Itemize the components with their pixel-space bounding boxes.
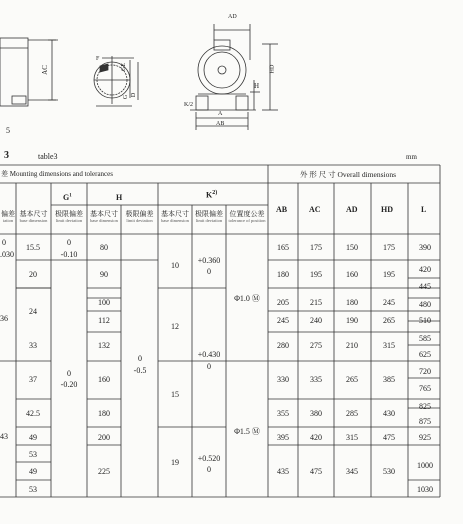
G-base-cell: 53 — [29, 485, 37, 494]
L-cell: 585 — [419, 334, 431, 343]
H-base-cell: 200 — [98, 433, 110, 442]
subheader-K-base: 基本尺寸 base dimension — [161, 210, 189, 223]
L-cell: 925 — [419, 433, 431, 442]
col-HD-header: HD — [381, 205, 393, 214]
overall-cell: 210 — [346, 341, 358, 350]
L-cell: 825 — [419, 402, 431, 411]
L-cell: 625 — [419, 350, 431, 359]
col-G-header: $G^1$ — [63, 193, 72, 202]
label-F: F — [96, 56, 100, 62]
overall-cell: 335 — [310, 375, 322, 384]
overall-cell: 430 — [383, 409, 395, 418]
overall-cell: 160 — [346, 270, 358, 279]
H-base-cell: 180 — [98, 409, 110, 418]
G-limit-cell: -0.10 — [60, 250, 78, 259]
caption-number: 3 — [4, 150, 9, 161]
left-val-r7: 43 — [0, 432, 8, 441]
left-val-r3: 36 — [0, 314, 8, 323]
overall-cell: 330 — [277, 375, 289, 384]
overall-cell: 530 — [383, 467, 395, 476]
overall-cell: 175 — [310, 243, 322, 252]
overall-cell: 435 — [277, 467, 289, 476]
H-base-cell: 100 — [98, 298, 110, 307]
K-limit-cell: +0.360 — [197, 256, 221, 265]
overall-cell: 420 — [310, 433, 322, 442]
col-AC-header: AC — [309, 205, 321, 214]
overall-cell: 355 — [277, 409, 289, 418]
H-limit-cell: 0 — [138, 354, 142, 363]
K-position-cell: Φ1.5 Ⓜ — [234, 427, 260, 436]
L-cell: 445 — [419, 282, 431, 291]
left-val-r1a: 0 — [2, 238, 6, 247]
H-base-cell: 225 — [98, 467, 110, 476]
L-cell: 390 — [419, 243, 431, 252]
G-base-cell: 20 — [29, 270, 37, 279]
label-AC: AC — [40, 65, 49, 75]
K-base-cell: 10 — [171, 261, 179, 270]
overall-cell: 315 — [383, 341, 395, 350]
K-base-cell: 19 — [171, 458, 179, 467]
L-cell: 480 — [419, 300, 431, 309]
G-limit-cell: -0.20 — [60, 380, 78, 389]
label-AB: AB — [216, 121, 225, 127]
label-A: A — [218, 111, 223, 117]
K-limit-cell: +0.520 — [197, 454, 221, 463]
overall-cell: 275 — [310, 341, 322, 350]
col-AD-header: AD — [346, 205, 358, 214]
col-K-header: $K^{2)}$ — [206, 190, 218, 200]
G-limit-cell: 0 — [67, 369, 71, 378]
G-base-cell: 42.5 — [26, 409, 40, 418]
K-base-cell: 15 — [171, 390, 179, 399]
subheader-K-limit: 极限偏差 limit deviation — [195, 210, 223, 223]
H-limit-cell: -0.5 — [133, 366, 147, 375]
G-base-cell: 15.5 — [26, 243, 40, 252]
label-five: 5 — [6, 126, 10, 135]
overall-cell: 195 — [383, 270, 395, 279]
subheader-G-limit: 极限偏差 limit deviation — [55, 210, 83, 223]
L-cell: 420 — [419, 265, 431, 274]
L-cell: 720 — [419, 367, 431, 376]
L-cell: 510 — [419, 316, 431, 325]
label-G: G — [123, 94, 130, 100]
overall-cell: 345 — [346, 467, 358, 476]
overall-cell: 315 — [346, 433, 358, 442]
subheader-H-base: 基本尺寸 base dimension — [90, 210, 118, 223]
overall-cell: 150 — [346, 243, 358, 252]
col-H-header: H — [116, 193, 123, 202]
overall-cell: 175 — [383, 243, 395, 252]
G-base-cell: 49 — [29, 433, 37, 442]
overall-cell: 240 — [310, 316, 322, 325]
label-AD: AD — [228, 14, 237, 20]
G-base-cell: 53 — [29, 450, 37, 459]
K-limit-cell: 0 — [207, 465, 211, 474]
overall-cell: 265 — [346, 375, 358, 384]
L-cell: 765 — [419, 384, 431, 393]
col-L-header: L — [421, 205, 427, 214]
K-base-cell: 12 — [171, 322, 179, 331]
overall-cell: 475 — [310, 467, 322, 476]
H-base-cell: 132 — [98, 341, 110, 350]
G-base-cell: 33 — [29, 341, 37, 350]
K-position-cell: Φ1.0 Ⓜ — [234, 294, 260, 303]
label-D: D — [131, 92, 138, 98]
K-limit-cell: 0 — [207, 267, 211, 276]
L-cell: 1000 — [417, 461, 433, 470]
subheader-left-dev: 偏差 iation — [1, 210, 15, 223]
G-limit-cell: 0 — [67, 238, 71, 247]
G-base-cell: 49 — [29, 467, 37, 476]
label-K2: K/2 — [184, 102, 193, 108]
overall-cell: 180 — [346, 298, 358, 307]
H-base-cell: 90 — [100, 270, 108, 279]
overall-cell: 165 — [277, 243, 289, 252]
group-mounting-header: 差 Mounting dimensions and tolerances — [1, 170, 113, 178]
L-cell: 1030 — [417, 485, 433, 494]
overall-cell: 285 — [346, 409, 358, 418]
label-H: H — [254, 82, 260, 90]
overall-cell: 265 — [383, 316, 395, 325]
overall-cell: 245 — [277, 316, 289, 325]
left-val-r1b: .030 — [0, 250, 14, 259]
overall-cell: 180 — [277, 270, 289, 279]
overall-cell: 245 — [383, 298, 395, 307]
H-base-cell: 80 — [100, 243, 108, 252]
K-limit-cell: +0.430 — [197, 350, 221, 359]
caption-unit: mm — [406, 153, 417, 161]
overall-cell: 380 — [310, 409, 322, 418]
caption-table-label: table3 — [38, 152, 58, 161]
overall-cell: 195 — [310, 270, 322, 279]
subheader-H-limit: 极限偏差 limit deviation — [125, 210, 154, 223]
overall-cell: 475 — [383, 433, 395, 442]
H-base-cell: 112 — [98, 316, 110, 325]
H-base-cell: 160 — [98, 375, 110, 384]
overall-cell: 280 — [277, 341, 289, 350]
overall-cell: 205 — [277, 298, 289, 307]
col-AB-header: AB — [276, 205, 288, 214]
label-HD: HD — [269, 64, 276, 74]
G-base-cell: 37 — [29, 375, 37, 384]
group-overall-header: 外 形 尺 寸 Overall dimensions — [300, 170, 397, 179]
subheader-G-base: 基本尺寸 base dimension — [19, 210, 48, 223]
subheader-K-position: 位置度公差 tolerance of position — [228, 210, 266, 223]
label-GE: GE — [121, 63, 127, 71]
L-cell: 875 — [419, 417, 431, 426]
G-base-cell: 24 — [29, 307, 37, 316]
overall-cell: 385 — [383, 375, 395, 384]
overall-cell: 215 — [310, 298, 322, 307]
overall-cell: 190 — [346, 316, 358, 325]
overall-cell: 395 — [277, 433, 289, 442]
K-limit-cell: 0 — [207, 362, 211, 371]
